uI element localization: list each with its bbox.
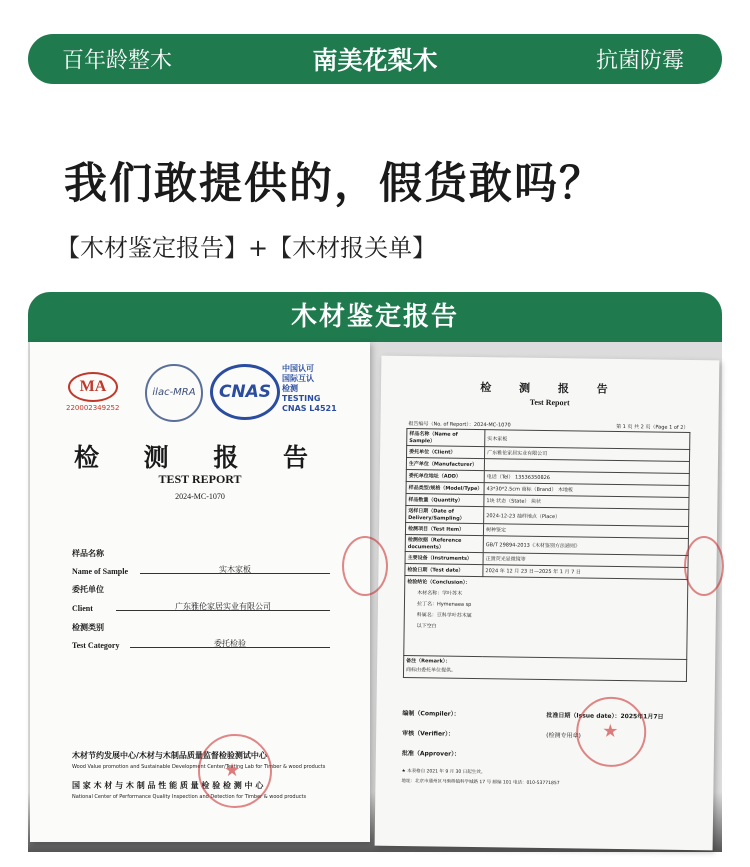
field-sample-cn: 样品名称 (72, 549, 104, 558)
table-row: 主要设备（Instruments） 正置荧光显微镜等 (405, 552, 688, 568)
detail-title-en: Test Report (529, 397, 570, 408)
detail-page-number: 第 1 页 共 2 页（Page 1 of 2） (616, 423, 689, 431)
cnas-logo-icon: CNAS (210, 364, 280, 420)
remark-row: 备注（Remark）： 商标由委托单位提供。 (403, 656, 686, 682)
org-name-cn-2: 国 家 木 材 与 木 制 品 性 能 质 量 检 验 检 测 中 心 (72, 781, 264, 790)
issue-date: 批准日期（Issue date）：2025年1月7日 (546, 712, 664, 721)
field-category-en: Test Category (72, 641, 120, 650)
field-sample-en: Name of Sample (72, 567, 128, 576)
report-cover (30, 342, 370, 842)
field-category-value: 委托检验 (130, 638, 330, 648)
org-name-cn: 木材节约发展中心/木材与木制品质量监督检验测试中心 (72, 751, 267, 760)
table-row: 检测项目（Test Item） 树种鉴定 (405, 523, 688, 539)
cover-title-en: TEST REPORT (158, 472, 242, 486)
cover-title: 检 测 报 告 (73, 443, 327, 472)
cma-number: 220002349252 (66, 404, 120, 412)
seal-star-icon: ★ (602, 720, 619, 743)
stamp-label: (检测专用章) (546, 732, 581, 740)
edge-seal-left-icon (342, 536, 388, 596)
table-row: 样品名称（Name of Sample） 实木家板 (407, 429, 690, 450)
cover-report-number: 2024-MC-1070 (175, 492, 225, 501)
feature-age: 百年龄整木 (62, 48, 173, 74)
org-name-en-2: National Center of Performance Quality Inspection and Detection for Timber & wood products (72, 794, 307, 800)
headline: 我们敢提供的，假货敢吗？ (64, 159, 604, 209)
table-row: 样品类型/规格（Model/Type） 43*30*2.5cm 商标（Brand） 木地板 (406, 482, 689, 498)
footer-effective: ★ 本表格自 2021 年 9 月 30 日起生效。 (401, 768, 486, 776)
table-row: 生产单位（Manufacturer） (406, 458, 689, 474)
compiler-label: 编制（Compiler）： (402, 709, 460, 718)
table-row: 检测依据（Reference documents） GB/T 29894-2013《木材鉴别方法通则》 (405, 535, 688, 556)
edge-seal-right-icon (684, 536, 724, 596)
feature-antimold: 抗菌防霉 (595, 48, 684, 74)
table-row: 委托单位（Client） 广东雅伦家居实业有限公司 (407, 446, 690, 462)
ilac-logo-icon: ilac-MRA (145, 364, 203, 422)
field-client-value: 广东雅伦家居实业有限公司 (116, 601, 330, 611)
cnas-text: 中国认可 国际互认 检测 TESTING CNAS L4521 (282, 364, 337, 413)
field-sample-value: 实木家板 (140, 564, 330, 574)
section-title: 木材鉴定报告 (28, 292, 722, 342)
table-row: 送样日期（Date of Delivery/Sampling） 2024-12-23 抽样地点（Place） (406, 506, 689, 527)
feature-wood-type: 南美花梨木 (312, 46, 438, 75)
table-row: 样品数量（Quantity） 1块 状态（State） 块状 (406, 494, 689, 510)
field-category-cn: 检测类别 (72, 623, 104, 632)
verifier-label: 审核（Verifier）： (402, 729, 455, 738)
field-client-cn: 委托单位 (72, 585, 104, 594)
table-row: 委托单位地址（ADD） 电话（Tel） 13536350826 (406, 470, 689, 486)
cma-logo-icon: MA (68, 372, 118, 402)
field-client-en: Client (72, 604, 93, 613)
footer-address: 地址：北京市通州区马驹桥镇科学城路 17 号 邮编 101 电话：010-53771857 (401, 778, 560, 787)
detail-report-number: 报告编号（No. of Report）：2024-MC-1070 (408, 421, 511, 429)
subline: 【木材鉴定报告】+【木材报关单】 (56, 234, 437, 262)
report-detail-page (375, 356, 720, 851)
conclusion-row: 检验结论（Conclusion）： 木材名称：学叶苏木 拉丁名：Hymenaea sp 科属名：豆科学叶苏木属 以下空白 (404, 576, 688, 660)
table-row: 检验日期（Test date） 2024 年 12 月 23 日—2025 年 1 月 7 日 (405, 564, 688, 580)
detail-table (403, 428, 690, 682)
org-name-en: Wood Value promotion and Sustainable Development Center/Testing Lab for Timber & wood products (72, 764, 326, 770)
feature-bar (28, 34, 722, 84)
seal-star-icon: ★ (224, 760, 241, 781)
detail-title: 检 测 报 告 (480, 381, 620, 396)
approver-label: 批准（Approver）： (401, 749, 461, 758)
